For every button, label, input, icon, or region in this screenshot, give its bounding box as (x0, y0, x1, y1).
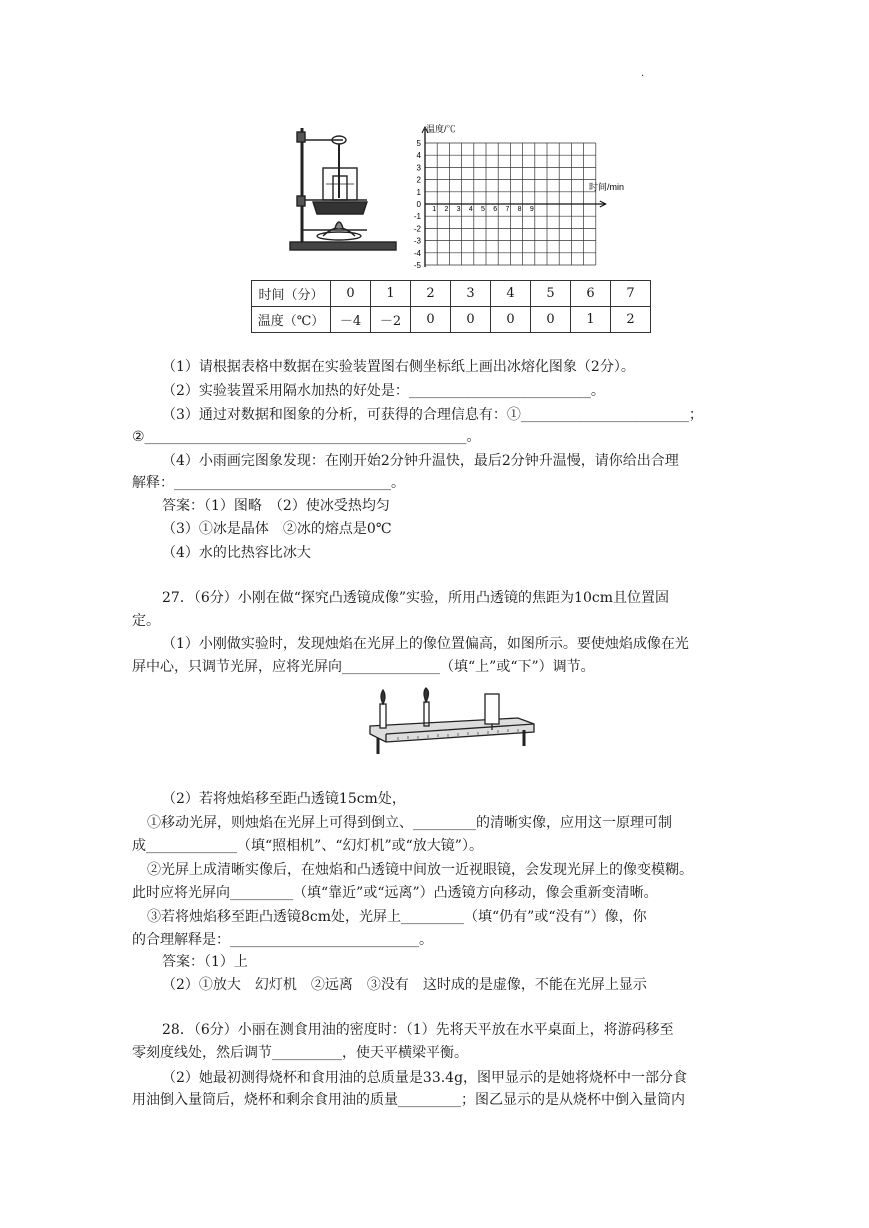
corner-mark: . (641, 68, 645, 79)
graph-x-tick: 8 (517, 206, 522, 213)
graph-paper (414, 127, 606, 270)
table-cell: 3 (451, 281, 491, 307)
graph-x-tick: 6 (493, 206, 498, 213)
question-27-line: 27．（6分）小刚在做“探究凸透镜成像”实验，所用凸透镜的焦距为10cm且位置固 (162, 590, 669, 606)
graph-y-tick: 1 (416, 187, 421, 197)
table-cell: 2 (611, 307, 651, 333)
graph-y-tick: 0 (416, 200, 421, 209)
graph-xlabel: 时间/min (589, 182, 625, 192)
text-line: （3）通过对数据和图象的分析，可获得的合理信息有：①________________________； (162, 407, 703, 423)
graph-y-tick: -5 (413, 261, 421, 270)
table-cell: 温度（℃） (252, 307, 331, 333)
graph-x-tick: 2 (444, 206, 449, 213)
text-line: ①移动光屏，则烛焰在光屏上可得到倒立、_________的清晰实像，应用这一原理可制 (147, 815, 672, 831)
answer-line: （3）①冰是晶体 ②冰的熔点是0℃ (162, 521, 392, 537)
table-cell: 5 (531, 281, 571, 307)
text-line: 定。 (132, 613, 160, 629)
table-cell: 0 (491, 307, 531, 333)
text-line: ②光屏上成清晰实像后，在烛焰和凸透镜中间放一近视眼镜，会发现光屏上的像变模糊。 (147, 862, 693, 878)
table-cell: 0 (531, 307, 571, 333)
text-line: ②______________________________________________。 (132, 429, 481, 445)
text-line: （4）小雨画完图象发现：在刚开始2分钟升温快，最后2分钟升温慢，请你给出合理 (162, 453, 679, 469)
graph-y-tick: -3 (413, 236, 421, 246)
graph-x-tick: 7 (505, 206, 510, 213)
answer-line: （2）①放大 幻灯机 ②远离 ③没有 这时成的是虚像，不能在光屏上显示 (162, 977, 647, 993)
table-cell: 6 (571, 281, 611, 307)
data-table (251, 280, 651, 333)
heating-apparatus-illustration (290, 128, 396, 250)
text-line: 解释：_______________________________。 (132, 475, 405, 491)
graph-y-tick: 2 (416, 175, 421, 185)
graph-y-tick: -2 (413, 224, 421, 234)
text-line: 的合理解释是：___________________________。 (132, 932, 433, 948)
graph-x-tick: 3 (456, 206, 461, 213)
table-cell: 0 (451, 307, 491, 333)
table-cell: 时间（分） (252, 281, 331, 307)
text-line: （2）她最初测得烧杯和食用油的总质量是33.4g，图甲显示的是她将烧杯中一部分食 (162, 1070, 688, 1086)
text-line: 屏中心，只调节光屏，应将光屏向______________（填“上”或“下”）调节。 (132, 659, 595, 675)
text-line: 成_____________（填“照相机”、“幻灯机”或“放大镜”）。 (132, 838, 483, 854)
table-cell: 0 (411, 307, 451, 333)
table-cell: 1 (371, 281, 411, 307)
text-line: （1）请根据表格中数据在实验装置图右侧坐标纸上画出冰熔化图象（2分）。 (162, 359, 635, 375)
text-line: 此时应将光屏向_________（填“靠近”或“远离”）凸透镜方向移动，像会重新变清晰。 (132, 885, 658, 901)
graph-y-tick: 5 (416, 139, 421, 148)
text-line: （1）小刚做实验时，发现烛焰在光屏上的像位置偏高，如图所示。要使烛焰成像在光 (162, 636, 689, 652)
text-line: 用油倒入量筒后，烧杯和剩余食用油的质量_________；图乙显示的是从烧杯中倒入量筒内 (132, 1092, 685, 1108)
table-cell: －2 (371, 307, 411, 333)
table-cell: 4 (491, 281, 531, 307)
graph-x-tick: 4 (468, 206, 473, 213)
graph-y-tick: -1 (413, 212, 421, 222)
table-row (252, 281, 651, 307)
graph-x-tick: 9 (529, 206, 534, 213)
table-cell: 0 (331, 281, 371, 307)
answer-line: 答案：（1）图略 （2）使冰受热均匀 (162, 498, 390, 514)
text-line: 零刻度线处，然后调节__________，使天平横梁平衡。 (132, 1045, 468, 1061)
text-line: （2）若将烛焰移至距凸透镜15cm处， (162, 791, 406, 807)
text-line: ③若将烛焰移至距凸透镜8cm处，光屏上_________（填“仍有”或“没有”）像，你 (147, 909, 647, 925)
graph-x-tick: 1 (432, 206, 437, 213)
graph-y-tick: -4 (413, 248, 421, 258)
optical-bench-figure (368, 688, 536, 760)
table-row (252, 307, 651, 333)
graph-y-tick: 3 (416, 163, 421, 173)
text-line: （2）实验装置采用隔水加热的好处是：__________________________。 (162, 383, 605, 399)
graph-y-tick: 4 (416, 151, 421, 161)
answer-line: 答案：（1）上 (162, 954, 248, 970)
table-cell: －4 (331, 307, 371, 333)
graph-x-tick: 5 (481, 206, 485, 213)
table-cell: 7 (611, 281, 651, 307)
graph-ylabel: 温度/℃ (426, 124, 456, 134)
question-28-line: 28．（6分）小丽在测食用油的密度时：（1）先将天平放在水平桌面上，将游码移至 (162, 1022, 674, 1038)
table-cell: 2 (411, 281, 451, 307)
answer-line: （4）水的比热容比冰大 (162, 545, 311, 561)
experiment-figure (283, 118, 625, 276)
table-cell: 1 (571, 307, 611, 333)
